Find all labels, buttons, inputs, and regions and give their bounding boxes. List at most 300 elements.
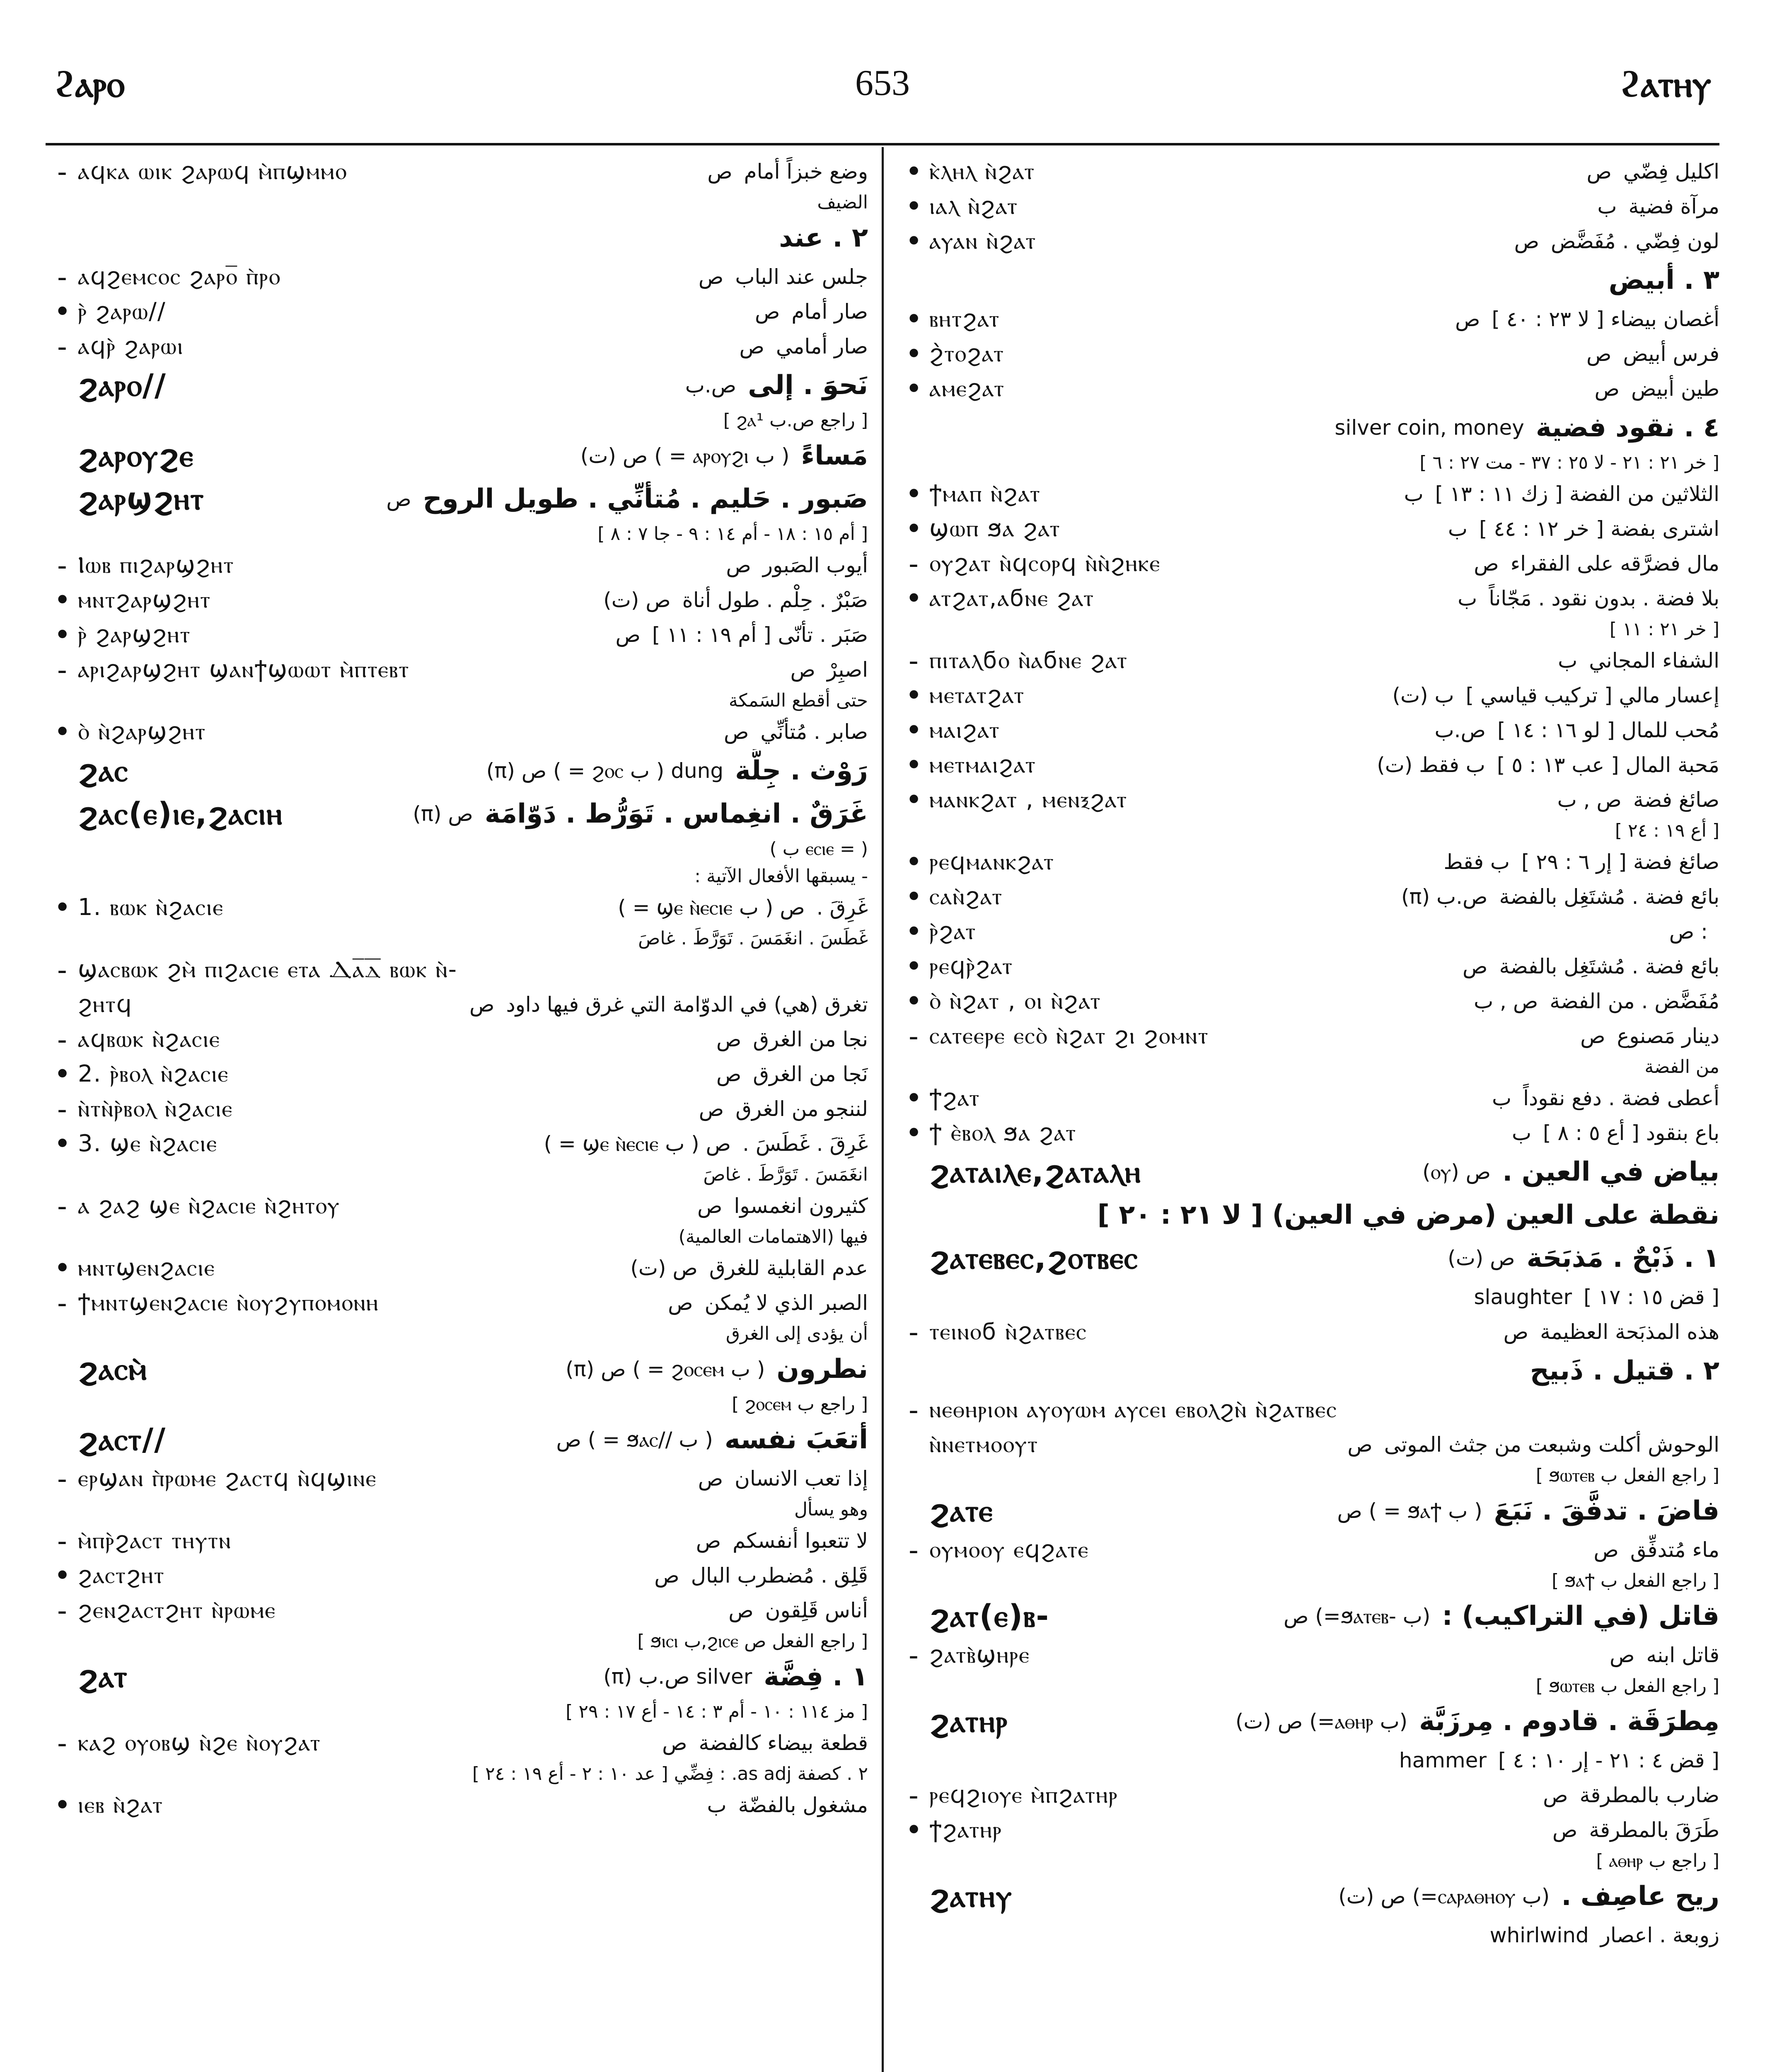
dialect-marker: ص (=ϧⲁⲧⲉⲃ- ب) bbox=[1283, 1604, 1431, 1628]
arabic-gloss: صار أمامي bbox=[776, 334, 868, 358]
arabic-gloss: ماء مُتدفِّق bbox=[1630, 1538, 1719, 1562]
dictionary-line bbox=[46, 1348, 868, 1391]
entry-bullet: - bbox=[909, 1533, 919, 1567]
entry-bullet: - bbox=[57, 260, 67, 294]
dictionary-line bbox=[897, 1116, 1719, 1150]
dialect-marker: (ت) ب فقط bbox=[1377, 753, 1485, 777]
dictionary-line bbox=[897, 371, 1719, 406]
dictionary-line bbox=[46, 1320, 868, 1348]
entry-bullet: • bbox=[54, 1251, 71, 1285]
arabic-gloss: ( = ⲉⲥⲓⲉ ب ) bbox=[769, 838, 868, 859]
dictionary-line bbox=[46, 520, 868, 548]
arabic-gloss: غَرِقَ . bbox=[816, 896, 868, 920]
coptic-term: ⲓⲁⲗ ⲛ̀ϩⲁⲧ bbox=[929, 193, 1018, 220]
dictionary-line bbox=[897, 713, 1719, 748]
arabic-gloss: فاضَ . تدفَّقَ . نَبَعَ bbox=[1494, 1496, 1719, 1526]
dictionary-line bbox=[46, 1285, 868, 1320]
entry-bullet: • bbox=[54, 1057, 71, 1091]
arabic-gloss: [ راجع الفعل ب ϧⲁϯ ] bbox=[1552, 1570, 1719, 1591]
dialect-marker: ص.ب bbox=[1434, 718, 1486, 742]
dictionary-line bbox=[46, 652, 868, 687]
dialect-marker: ص bbox=[1586, 160, 1612, 184]
arabic-gloss: إعسار مالي [ تركيب قياسي ] bbox=[1465, 683, 1719, 707]
dictionary-line bbox=[897, 1813, 1719, 1847]
coptic-term: ϩⲁⲧ bbox=[78, 1659, 128, 1694]
dictionary-line bbox=[46, 687, 868, 714]
dialect-marker: ص bbox=[1580, 1024, 1605, 1048]
entry-bullet: - bbox=[909, 1778, 919, 1812]
entry-bullet: - bbox=[57, 1462, 67, 1496]
dictionary-line bbox=[897, 189, 1719, 224]
arabic-gloss: صابر . مُتأنِّي bbox=[760, 720, 868, 744]
coptic-term: ⲁⲩⲁⲛ ⲛ̀ϩⲁⲧ bbox=[929, 228, 1037, 254]
coptic-term: ⲟⲩϩⲁⲧ ⲛ̀ϥⲥⲟⲣϥ ⲛ̀ⲛ̀ϩⲏⲕⲉ bbox=[929, 550, 1161, 577]
arabic-gloss: [ راجع الفعل ب ϧⲱⲧⲉⲃ ] bbox=[1535, 1465, 1719, 1486]
dictionary-line bbox=[897, 449, 1719, 477]
coptic-term: ⲧⲉⲓⲛⲟϭ ⲛ̀ϩⲁⲧⲃⲉⲥ bbox=[929, 1318, 1087, 1345]
arabic-gloss: - يسبقها الأفعال الآتية : bbox=[694, 866, 868, 887]
arabic-gloss: مَساءً bbox=[801, 441, 868, 471]
dictionary-line bbox=[46, 863, 868, 890]
dialect-marker: ص bbox=[698, 1467, 723, 1491]
dialect-marker: ص : bbox=[1669, 920, 1708, 944]
coptic-term: ϩ̀ⲧⲟϩⲁⲧ bbox=[929, 340, 1005, 367]
entry-bullet: • bbox=[54, 1127, 71, 1161]
entry-bullet: • bbox=[905, 155, 923, 189]
arabic-gloss: طين أبيض bbox=[1631, 377, 1719, 401]
dictionary-line bbox=[46, 434, 868, 477]
coptic-term: ϣⲁⲥⲃⲱⲕ ϩⲙ̀ ⲡⲓϩⲁⲥⲓⲉ ⲉⲧⲁ Ⲇⲁ̅ⲇ̅ ⲃⲱⲕ ⲛ̀- bbox=[78, 956, 458, 983]
dictionary-line bbox=[897, 678, 1719, 713]
arabic-gloss: دينار مَصنوع bbox=[1617, 1024, 1719, 1048]
dictionary-line bbox=[897, 154, 1719, 189]
dialect-marker: ب فقط bbox=[1443, 850, 1510, 874]
coptic-term: ⲣ̀ϩⲁⲧ bbox=[929, 918, 977, 945]
coptic-term: ϩⲁⲥ bbox=[78, 753, 129, 789]
coptic-term: ⲙⲁⲓϩⲁⲧ bbox=[929, 716, 1000, 743]
dictionary-line bbox=[897, 581, 1719, 616]
entry-bullet: • bbox=[905, 1081, 923, 1115]
dictionary-line bbox=[897, 302, 1719, 336]
entry-bullet: • bbox=[905, 880, 923, 914]
coptic-term: ϩⲁⲧⲏⲩ bbox=[929, 1878, 1013, 1914]
coptic-term: ⲣ̀ ϩⲁⲣϣϩⲏⲧ bbox=[78, 621, 191, 648]
dialect-marker: ص bbox=[739, 334, 764, 358]
dictionary-line bbox=[897, 1019, 1719, 1053]
coptic-term: ⲛ̀ⲧⲛ̀ⲣ̀ⲃⲟⲗ ⲛ̀ϩⲁⲥⲓⲉ bbox=[78, 1095, 233, 1122]
arabic-gloss: [ أم ١٥ : ١٨ - أم ١٤ : ٩ - جا ٧ : ٨ ] bbox=[597, 523, 868, 545]
dialect-marker: (π) ص bbox=[413, 802, 473, 826]
arabic-gloss: [ قض ٤ : ٢١ - إر ١٠ : ٤ ] bbox=[1498, 1748, 1719, 1772]
arabic-gloss: نجا من الغرق bbox=[753, 1027, 868, 1051]
arabic-gloss: اشترى بفضة [ خر ١٢ : ٤٤ ] bbox=[1479, 517, 1719, 541]
dictionary-line bbox=[46, 1223, 868, 1251]
coptic-term: ϩⲁⲧ(ⲉ)ⲃ- bbox=[929, 1598, 1050, 1634]
dialect-marker: ص bbox=[1474, 552, 1499, 576]
coptic-term: ϩⲁⲥⲧ// bbox=[78, 1422, 167, 1457]
dictionary-line bbox=[46, 792, 868, 835]
arabic-gloss: مَحبة المال [ عب ١٣ : ٥ ] bbox=[1497, 753, 1719, 777]
entry-bullet: • bbox=[905, 713, 923, 747]
dictionary-line bbox=[46, 1628, 868, 1655]
coptic-term: ϯⲙⲛⲧϣⲉⲛϩⲁⲥⲓⲉ ⲛ̀ⲟⲩϩⲩⲡⲟⲙⲟⲛⲏ bbox=[78, 1289, 379, 1316]
arabic-gloss: [ راجع ب ϩⲟⲥⲉⲙ ] bbox=[732, 1394, 868, 1415]
coptic-term: ϩⲁⲣⲟ// bbox=[78, 368, 167, 403]
dialect-marker: hammer bbox=[1399, 1748, 1487, 1772]
dictionary-line bbox=[897, 224, 1719, 259]
coptic-term: ⲟ̀ ⲛ̀ϩⲁⲣϣϩⲏⲧ bbox=[78, 718, 206, 745]
coptic-term: ϩⲁⲣⲟⲩϩⲉ bbox=[78, 438, 194, 474]
dictionary-line bbox=[46, 294, 868, 329]
dialect-marker: ب bbox=[1448, 517, 1468, 541]
dialect-marker: ص bbox=[1463, 954, 1488, 978]
entry-bullet: • bbox=[905, 581, 923, 615]
dictionary-line bbox=[897, 949, 1719, 984]
arabic-gloss: الثلاثين من الفضة [ زك ١١ : ١٣ ] bbox=[1435, 482, 1719, 506]
dialect-marker: ص bbox=[697, 1194, 723, 1218]
dictionary-line bbox=[46, 1461, 868, 1496]
header-guide-word-right: ϩⲁⲧⲏⲩ bbox=[1619, 62, 1711, 105]
arabic-gloss: تغرق (هي) في الدوّامة التي غرق فيها داود bbox=[506, 992, 868, 1017]
dialect-marker: ص bbox=[386, 487, 411, 511]
dictionary-line bbox=[897, 1778, 1719, 1813]
arabic-gloss: ١ . ذَبْحٌ . مَذبَحَة bbox=[1526, 1243, 1719, 1273]
dictionary-line bbox=[897, 1193, 1719, 1237]
arabic-gloss: غَرِقَ . غَطَسَ . bbox=[742, 1132, 868, 1156]
dictionary-line bbox=[46, 364, 868, 407]
dictionary-line bbox=[46, 189, 868, 216]
dialect-marker: silver coin, money bbox=[1335, 416, 1524, 440]
coptic-term: ⲙⲛⲧϣⲉⲛϩⲁⲥⲓⲉ bbox=[78, 1254, 215, 1281]
entry-bullet: • bbox=[905, 949, 923, 983]
arabic-gloss: صار أمام bbox=[791, 300, 868, 324]
dialect-marker: (π) ص ( = ϩⲟⲥ ب ) dung bbox=[486, 759, 724, 783]
dictionary-line bbox=[46, 1558, 868, 1593]
entry-bullet: • bbox=[905, 748, 923, 782]
dialect-marker: ص bbox=[1347, 1433, 1373, 1457]
dictionary-line bbox=[46, 617, 868, 652]
arabic-gloss: نقطة على العين (مرض في العين) [ لا ٢١ : ٢٠ ] bbox=[1097, 1200, 1719, 1230]
dialect-marker: (ت) ب bbox=[1392, 683, 1454, 707]
coptic-term: ⲓⲉⲃ ⲛ̀ϩⲁⲧ bbox=[78, 1791, 164, 1818]
coptic-term: ⲁⲙⲉϩⲁⲧ bbox=[929, 375, 1005, 402]
entry-bullet: • bbox=[905, 224, 923, 258]
dictionary-line bbox=[46, 1496, 868, 1523]
dictionary-line bbox=[897, 1595, 1719, 1638]
arabic-gloss: قطعة بيضاء كالفضة bbox=[699, 1731, 868, 1755]
arabic-gloss: قاتل (في التراكيب) : bbox=[1442, 1601, 1719, 1631]
coptic-term: ϣⲱⲡ ϧⲁ ϩⲁⲧ bbox=[929, 515, 1061, 542]
dictionary-line bbox=[46, 925, 868, 952]
dialect-marker: ب bbox=[1511, 1121, 1532, 1145]
arabic-gloss: نَحوَ . إلى bbox=[748, 370, 868, 401]
arabic-gloss: بلا فضة . بدون نقود . مَجّاناً bbox=[1489, 586, 1719, 610]
dialect-marker: slaughter bbox=[1474, 1285, 1572, 1309]
header-rule bbox=[46, 143, 1719, 145]
arabic-gloss: نَجا من الغرق bbox=[753, 1062, 868, 1086]
coptic-term: 3. ϣⲉ ⲛ̀ϩⲁⲥⲓⲉ bbox=[78, 1130, 218, 1157]
coptic-term: ⲉⲣϣⲁⲛ ⲡ̀ⲣⲱⲙⲉ ϩⲁⲥⲧϥ ⲛ̀ϥϣⲓⲛⲉ bbox=[78, 1465, 377, 1492]
dictionary-line bbox=[897, 1150, 1719, 1193]
arabic-gloss: ٢ . عند bbox=[779, 223, 868, 253]
dictionary-line bbox=[46, 1251, 868, 1285]
dictionary-line bbox=[46, 407, 868, 434]
dialect-marker: ص bbox=[698, 265, 724, 289]
arabic-gloss: ٢ . كصفة as adj. : فِضِّي [ عد ١٠ : ٢ - أع ١٩ : ٢٤ ] bbox=[472, 1763, 868, 1784]
arabic-gloss: غَرَقٌ . انغِماس . تَوَرُّط . دَوّامَة bbox=[484, 799, 868, 829]
dictionary-line bbox=[897, 984, 1719, 1019]
arabic-gloss: الشفاء المجاني bbox=[1589, 649, 1719, 673]
column-divider bbox=[882, 147, 884, 2072]
dialect-marker: (ت) ص (=ⲥⲁⲣⲁⲑⲏⲟⲩ ب) bbox=[1338, 1884, 1550, 1908]
header-guide-word-left: ϩⲁⲣⲟ bbox=[54, 62, 125, 105]
dictionary-line bbox=[897, 477, 1719, 511]
entry-bullet: - bbox=[57, 1726, 67, 1760]
dialect-marker: ب bbox=[1458, 586, 1477, 610]
entry-bullet: • bbox=[54, 295, 71, 329]
coptic-term: ⲁϥⲕⲁ ⲱⲓⲕ ϩⲁⲣⲱϥ ⲙ̀ⲡϣⲙⲙⲟ bbox=[78, 158, 348, 185]
coptic-term: ⲃⲏⲧϩⲁⲧ bbox=[929, 305, 1000, 332]
dialect-marker: ص , ب bbox=[1474, 989, 1538, 1013]
dialect-marker: (π) ص ( = ϩⲟⲥⲉⲙ ب ) bbox=[566, 1357, 765, 1381]
dialect-marker: ( = ϣⲉ ⲛ̀ⲉⲥⲓⲉ ب ) ص bbox=[544, 1132, 731, 1156]
dialect-marker: (π) ص.ب silver bbox=[603, 1665, 752, 1689]
arabic-gloss: صائغ فضة bbox=[1633, 788, 1719, 812]
arabic-gloss: مال فضرَّقه على الفقراء bbox=[1510, 552, 1719, 576]
entry-bullet: • bbox=[905, 1813, 923, 1847]
dictionary-line bbox=[897, 643, 1719, 678]
arabic-gloss: وهو يسأل bbox=[794, 1499, 868, 1520]
dictionary-line bbox=[46, 1188, 868, 1223]
dialect-marker: ب bbox=[1558, 649, 1578, 673]
arabic-gloss: [ راجع الفعل ب ϧⲱⲧⲉⲃ ] bbox=[1535, 1675, 1719, 1697]
dialect-marker: ص bbox=[728, 1598, 754, 1622]
dialect-marker: ص bbox=[469, 992, 495, 1017]
arabic-gloss: [ خر ٢١ : ١١ ] bbox=[1609, 619, 1719, 640]
coptic-term: ϯϩⲁⲧⲏⲣ bbox=[929, 1816, 1002, 1843]
coptic-term: ϩⲁⲧⲃ̀ϣⲏⲣⲉ bbox=[929, 1641, 1030, 1668]
arabic-gloss: مشغول بالفضّة bbox=[738, 1793, 868, 1817]
coptic-term: ⲛⲉⲑⲏⲣⲓⲟⲛ ⲁⲩⲟⲩⲱⲙ ⲁⲩⲥⲉⲓ ⲉⲃⲟⲗϩⲛ̀ ⲛ̀ϩⲁⲧⲃⲉⲥ bbox=[929, 1396, 1337, 1423]
entry-bullet: • bbox=[54, 618, 71, 652]
dialect-marker: ص.ب bbox=[685, 373, 737, 397]
arabic-gloss: بياض في العين . bbox=[1502, 1157, 1719, 1187]
arabic-gloss: بائع فضة . مُشتَغِل بالفضة bbox=[1499, 885, 1719, 909]
arabic-gloss: الضيف bbox=[817, 192, 868, 213]
arabic-gloss: باع بنقود [ أع ٥ : ٨ ] bbox=[1543, 1121, 1719, 1145]
arabic-gloss: الصبر الذي لا يُمكن bbox=[704, 1291, 868, 1315]
coptic-term: ⲡⲓⲧⲁⲗϭⲟ ⲛ̀ⲁϭⲛⲉ ϩⲁⲧ bbox=[929, 647, 1128, 674]
arabic-gloss: أتعَبَ نفسه bbox=[724, 1424, 868, 1455]
arabic-gloss: هذه المذبَحة العظيمة bbox=[1540, 1320, 1719, 1344]
entry-bullet: • bbox=[54, 583, 71, 617]
arabic-gloss: صَبور . حَليم . مُتأنِّي . طويل الروح bbox=[423, 484, 868, 514]
dictionary-line bbox=[46, 583, 868, 617]
dialect-marker: ص bbox=[615, 623, 641, 647]
entry-bullet: • bbox=[905, 1116, 923, 1150]
arabic-gloss: اكليل فِضّي bbox=[1623, 160, 1719, 184]
coptic-term: ϩⲁⲥⲧϩⲏⲧ bbox=[78, 1562, 165, 1589]
dictionary-line bbox=[46, 1057, 868, 1092]
dictionary-line bbox=[46, 1788, 868, 1823]
dictionary-line bbox=[897, 879, 1719, 914]
entry-bullet: • bbox=[54, 1788, 71, 1822]
dictionary-line bbox=[897, 1567, 1719, 1595]
arabic-gloss: عدم القابلية للغرق bbox=[709, 1256, 868, 1280]
dialect-marker: ص bbox=[716, 1062, 742, 1086]
dictionary-line bbox=[897, 1280, 1719, 1314]
entry-bullet: - bbox=[909, 547, 919, 581]
entry-bullet: - bbox=[57, 329, 67, 363]
entry-bullet: • bbox=[54, 715, 71, 749]
dialect-marker: ص bbox=[654, 1564, 679, 1588]
dictionary-line bbox=[897, 1237, 1719, 1280]
arabic-gloss: أيوب الصَبور bbox=[762, 553, 868, 577]
arabic-gloss: من الفضة bbox=[1644, 1056, 1719, 1077]
entry-bullet: - bbox=[57, 953, 67, 987]
dialect-marker: (ت) ص bbox=[630, 1256, 698, 1280]
arabic-gloss: ضارب بالمطرقة bbox=[1579, 1783, 1719, 1807]
dictionary-line bbox=[46, 1523, 868, 1558]
dialect-marker: ( = ϣⲉ ⲛ̀ⲉⲥⲓⲉ ب ) ص bbox=[618, 896, 805, 920]
entry-bullet: - bbox=[909, 1315, 919, 1349]
dictionary-line bbox=[46, 329, 868, 364]
dictionary-line bbox=[46, 890, 868, 925]
coptic-term: ϩⲁⲥ(ⲉ)ⲓⲉ,ϩⲁⲥⲓⲏ bbox=[78, 796, 283, 832]
dialect-marker: ص bbox=[1593, 1538, 1619, 1562]
dictionary-line bbox=[46, 1022, 868, 1057]
dialect-marker: ب bbox=[1404, 482, 1424, 506]
dialect-marker: ب bbox=[1492, 1086, 1512, 1110]
dictionary-line bbox=[897, 1743, 1719, 1778]
arabic-gloss: الوحوش أكلت وشبعت من جثث الموتى bbox=[1384, 1433, 1719, 1457]
dialect-marker: (ت) ص bbox=[1448, 1246, 1515, 1270]
coptic-term: ⲁ ϩⲁϩ ϣⲉ ⲛ̀ϩⲁⲥⲓⲉ ⲛ̀ϩⲏⲧⲟⲩ bbox=[78, 1192, 340, 1219]
dialect-marker: ص bbox=[1586, 342, 1612, 366]
coptic-term: ⲁⲣⲓϩⲁⲣϣϩⲏⲧ ϣⲁⲛϯϣⲱⲱⲧ ⲙ̀ⲡⲧⲉⲃⲧ bbox=[78, 656, 410, 683]
page-number: 653 bbox=[855, 63, 910, 103]
dictionary-line bbox=[897, 845, 1719, 879]
dictionary-line bbox=[897, 546, 1719, 581]
dictionary-line bbox=[897, 406, 1719, 449]
arabic-gloss: ٢ . قتيل . ذَبيح bbox=[1530, 1356, 1719, 1386]
entry-bullet: - bbox=[57, 1022, 67, 1056]
dictionary-line bbox=[897, 1700, 1719, 1743]
arabic-gloss: مرآة فضية bbox=[1628, 194, 1719, 218]
arabic-gloss: ٤ . نقود فضية bbox=[1535, 412, 1719, 443]
entry-bullet: - bbox=[57, 1092, 67, 1126]
dialect-marker: ص bbox=[1552, 1818, 1578, 1842]
coptic-term: ⲣⲉϥϩⲓⲟⲩⲉ ⲙ̀ⲡϩⲁⲧⲏⲣ bbox=[929, 1782, 1118, 1808]
dialect-marker: (ⲟⲩ) ص bbox=[1422, 1160, 1491, 1184]
dictionary-line bbox=[46, 1655, 868, 1698]
dictionary-line bbox=[897, 748, 1719, 782]
coptic-term: ⲕ̀ⲗⲏⲗ ⲛ̀ϩⲁⲧ bbox=[929, 158, 1035, 185]
entry-bullet: • bbox=[905, 302, 923, 336]
arabic-gloss: رَوْث . جِلَّة bbox=[735, 755, 868, 786]
arabic-gloss: انغَمَسَ . تَوَرَّطَ . غاصَ bbox=[703, 1164, 868, 1185]
dialect-marker: ص bbox=[1455, 307, 1480, 331]
dictionary-line bbox=[46, 1726, 868, 1760]
coptic-term: ⲟ̀ ⲛ̀ϩⲁⲧ , ⲟⲓ ⲛ̀ϩⲁⲧ bbox=[929, 988, 1101, 1014]
dialect-marker: ص bbox=[790, 658, 815, 682]
dialect-marker: ص bbox=[707, 160, 733, 184]
dialect-marker: ب bbox=[1597, 194, 1617, 218]
entry-bullet: - bbox=[57, 155, 67, 189]
coptic-term: ⲁⲧϩⲁⲧ,ⲁϭⲛⲉ ϩⲁⲧ bbox=[929, 585, 1095, 612]
coptic-term: 1. ⲃⲱⲕ ⲛ̀ϩⲁⲥⲓⲉ bbox=[78, 894, 224, 921]
arabic-gloss: زوبعة . اعصار bbox=[1600, 1923, 1719, 1947]
entry-bullet: - bbox=[909, 644, 919, 678]
dialect-marker: ص bbox=[1594, 377, 1620, 401]
dialect-marker: ص bbox=[699, 1097, 724, 1121]
coptic-term: ϩⲁⲧⲁⲓⲗⲉ,ϩⲁⲧⲁⲗⲏ bbox=[929, 1154, 1141, 1190]
dictionary-line bbox=[897, 1489, 1719, 1532]
coptic-term: ⲁϥⲣ̀ ϩⲁⲣⲱⲓ bbox=[78, 333, 184, 360]
dictionary-line bbox=[897, 616, 1719, 643]
arabic-gloss: اصبِرْ bbox=[827, 658, 868, 682]
arabic-gloss: غَطَسَ . انغَمَسَ . تَوَرَّطَ . غاصَ bbox=[638, 928, 868, 949]
arabic-gloss: نطرون bbox=[776, 1354, 868, 1385]
arabic-gloss: كثيرون انغمسوا bbox=[734, 1194, 868, 1218]
dialect-marker: (ت) ص bbox=[603, 588, 671, 612]
entry-bullet: • bbox=[905, 915, 923, 949]
dictionary-line bbox=[897, 1349, 1719, 1392]
dictionary-line bbox=[46, 835, 868, 863]
coptic-term: ⲁϥⲃⲱⲕ ⲛ̀ϩⲁⲥⲓⲉ bbox=[78, 1026, 220, 1053]
dictionary-line bbox=[897, 1918, 1719, 1953]
dialect-marker: ب bbox=[707, 1793, 727, 1817]
arabic-gloss: [ مز ١١٤ : ١٠ - أم ٣ : ١٤ - أع ١٧ : ٢٩ ] bbox=[566, 1701, 868, 1722]
entry-bullet: • bbox=[905, 337, 923, 371]
dialect-marker: ص bbox=[716, 1027, 742, 1051]
entry-bullet: - bbox=[57, 1286, 67, 1320]
dialect-marker: ص bbox=[668, 1291, 693, 1315]
arabic-gloss: ١ . فِضَّة bbox=[764, 1661, 868, 1692]
coptic-term: ⲣ̀ ϩⲁⲣⲱ// bbox=[78, 298, 166, 325]
dialect-marker: (ت) ص ( = ⲁⲣⲟⲩϩⲓ ب ) bbox=[580, 444, 790, 468]
dictionary-line bbox=[897, 1673, 1719, 1700]
entry-bullet: - bbox=[909, 1393, 919, 1427]
entry-bullet: - bbox=[57, 1524, 67, 1558]
coptic-term: ϩⲁⲧⲉ bbox=[929, 1493, 994, 1529]
coptic-term: ϯ ⲉ̀ⲃⲟⲗ ϧⲁ ϩⲁⲧ bbox=[929, 1119, 1077, 1146]
dialect-marker: ص ( = ϧⲁⲥ// ب ) bbox=[556, 1428, 713, 1452]
dialect-marker: ص bbox=[1514, 229, 1540, 253]
dictionary-line bbox=[46, 1593, 868, 1628]
dialect-marker: ص bbox=[1610, 1643, 1635, 1667]
dictionary-line bbox=[897, 1053, 1719, 1081]
dictionary-line bbox=[46, 216, 868, 259]
coptic-term: ϯϩⲁⲧ bbox=[929, 1084, 980, 1111]
dictionary-line bbox=[46, 714, 868, 749]
entry-bullet: - bbox=[57, 1593, 67, 1627]
dialect-marker: ص bbox=[726, 553, 751, 577]
dictionary-line bbox=[46, 1760, 868, 1788]
arabic-gloss: ريح عاصِف . bbox=[1561, 1881, 1719, 1912]
dictionary-line bbox=[46, 987, 868, 1022]
arabic-gloss: مُفَضَّض . من الفضة bbox=[1550, 989, 1719, 1013]
coptic-term: ⲙⲛⲧϩⲁⲣϣϩⲏⲧ bbox=[78, 586, 211, 613]
coptic-term: ⲙⲉⲧⲁⲧϩⲁⲧ bbox=[929, 682, 1025, 709]
dialect-marker: (ت) ص (=ⲁⲑⲏⲣ ب) bbox=[1235, 1709, 1408, 1733]
coptic-term: ⲥⲁⲧⲉⲉⲣⲉ ⲉⲥⲟ̀ ⲛ̀ϩⲁⲧ ϩⲓ ϩⲟⲙⲛⲧ bbox=[929, 1022, 1209, 1049]
dictionary-line bbox=[897, 914, 1719, 949]
dictionary-line bbox=[46, 477, 868, 520]
coptic-term: ⲣⲉϥⲣ̀ϩⲁⲧ bbox=[929, 953, 1013, 980]
dictionary-line bbox=[46, 1161, 868, 1188]
arabic-gloss: مِطرَقَة . قادوم . مِرزَبَّة bbox=[1419, 1706, 1719, 1737]
